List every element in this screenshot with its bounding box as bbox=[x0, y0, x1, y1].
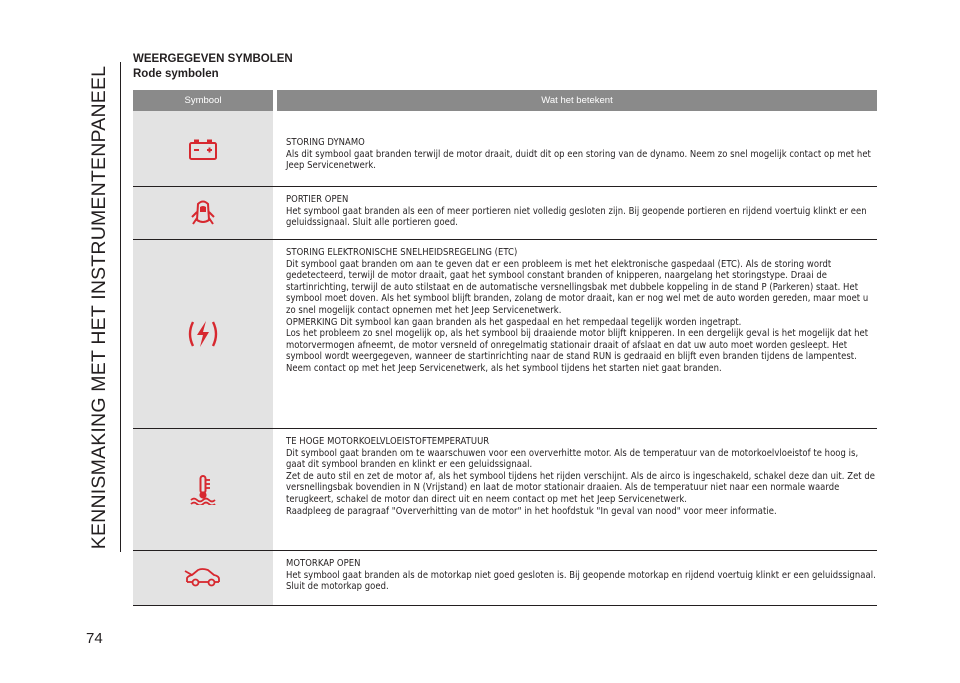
section-title: WEERGEGEVEN SYMBOLEN bbox=[133, 53, 293, 65]
header-meaning: Wat het betekent bbox=[273, 90, 877, 111]
header-symbol: Symbool bbox=[184, 95, 222, 106]
meaning-cell bbox=[277, 187, 877, 239]
meaning-cell bbox=[277, 111, 877, 186]
table-row bbox=[133, 240, 877, 429]
meaning-cell bbox=[277, 240, 877, 428]
row-note: OPMERKING Dit symbool kan gaan branden als het gaspedaal en het rempedaal tegelijk worden ingetrapt. bbox=[286, 316, 742, 328]
row-title: TE HOGE MOTORKOELVLOEISTOFTEMPERATUUR bbox=[286, 436, 490, 447]
row-text: Als dit symbool gaat branden terwijl de motor draait, duidt dit op een storing van de dynamo. Neem zo snel mogelijk contact op met het Jeep Servicenetwerk. bbox=[286, 148, 871, 172]
row-title: STORING DYNAMO bbox=[286, 137, 365, 148]
battery-icon bbox=[188, 138, 218, 160]
meaning-cell bbox=[277, 551, 877, 605]
table-row bbox=[133, 187, 877, 240]
row-text: Het symbool gaat branden als een of meer portieren niet volledig gesloten zijn. Bij geopende portieren en rijdend voertuig klinkt er een geluidssignaal. Sluit alle portieren goed. bbox=[286, 205, 867, 229]
coolant-temperature-icon bbox=[190, 475, 216, 505]
row-text: Dit symbool gaat branden om aan te geven dat er een probleem is met het elektronische gaspedaal (ETC). Als de storing wordt gedetecteerd, terwijl de motor draait, gaat het symbool constant branden of knipperen, naargelang het storingstype. Draai de startinrichting, terwijl de auto stilstaat en de automatische versnellingsbak met dubbele koppeling in de stand P (Parkeren) staat. Het symbool moet doven. Als het symbool blijft branden, zolang de motor draait, kan er nog wel met de auto worden gereden, maar moet u zo snel mogelijk contact opnemen met het Jeep Servicenetwerk. bbox=[286, 258, 869, 316]
row-title: PORTIER OPEN bbox=[286, 194, 349, 205]
meaning-cell bbox=[277, 429, 877, 550]
symbol-cell bbox=[133, 429, 273, 550]
electronic-throttle-icon bbox=[185, 319, 221, 349]
table-row bbox=[133, 429, 877, 551]
symbol-cell bbox=[133, 111, 273, 186]
row-text: Raadpleeg de paragraaf "Oververhitting van de motor" in het hoofdstuk "In geval van nood" voor meer informatie. bbox=[286, 505, 777, 517]
hood-open-icon bbox=[184, 567, 222, 589]
page-number: 74 bbox=[86, 630, 103, 647]
table-row bbox=[133, 111, 877, 187]
symbol-cell bbox=[133, 187, 273, 239]
chapter-sidebar bbox=[82, 62, 118, 552]
row-text: Zet de auto stil en zet de motor af, als het symbool tijdens het rijden verschijnt. Als de airco is ingeschakeld, schakel deze dan uit. Zet de versnellingsbak bovendien in N (Vrijstand) en laat de motor stationair draaien. Als de temperatuur niet naar een normale waarde terugkeert, schakel de motor dan direct uit en neem contact op met het Jeep Servicenetwerk. bbox=[286, 470, 876, 505]
table-header bbox=[133, 90, 877, 111]
chapter-title: KENNISMAKING MET HET INSTRUMENTENPANEEL bbox=[88, 65, 111, 549]
symbols-table bbox=[133, 90, 877, 606]
section-heading bbox=[133, 52, 293, 82]
row-text: Los het probleem zo snel mogelijk op, als het symbool bij draaiende motor blijft knipperen. In een dergelijk geval is het mogelijk dat het motorvermogen afneemt, de motor versneld of onregelmatig stationair draait of afslaat en dat uw auto moet worden gesleept. Het symbool wordt weergegeven, wanneer de startinrichting naar de stand RUN is gedraaid en blijft even branden tijdens de lampentest. Neem contact op met het Jeep Servicenetwerk, als het symbool tijdens het starten niet gaat branden. bbox=[286, 328, 869, 374]
table-row bbox=[133, 551, 877, 606]
row-text: Dit symbool gaat branden om te waarschuwen voor een oververhitte motor. Als de temperatuur van de motorkoelvloeistof te hoog is, gaat dit symbool branden en klinkt er een geluidssignaal. bbox=[286, 447, 859, 471]
row-title: MOTORKAP OPEN bbox=[286, 558, 361, 569]
row-title: STORING ELEKTRONISCHE SNELHEIDSREGELING (ETC) bbox=[286, 247, 518, 258]
chapter-divider bbox=[120, 62, 121, 552]
symbol-cell bbox=[133, 240, 273, 428]
subsection-title: Rode symbolen bbox=[133, 68, 219, 80]
row-text: Het symbool gaat branden als de motorkap niet goed gesloten is. Bij geopende motorkap en rijdend voertuig klinkt er een geluidssignaal. Sluit de motorkap goed. bbox=[286, 569, 876, 593]
symbol-cell bbox=[133, 551, 273, 605]
door-open-icon bbox=[191, 198, 215, 228]
